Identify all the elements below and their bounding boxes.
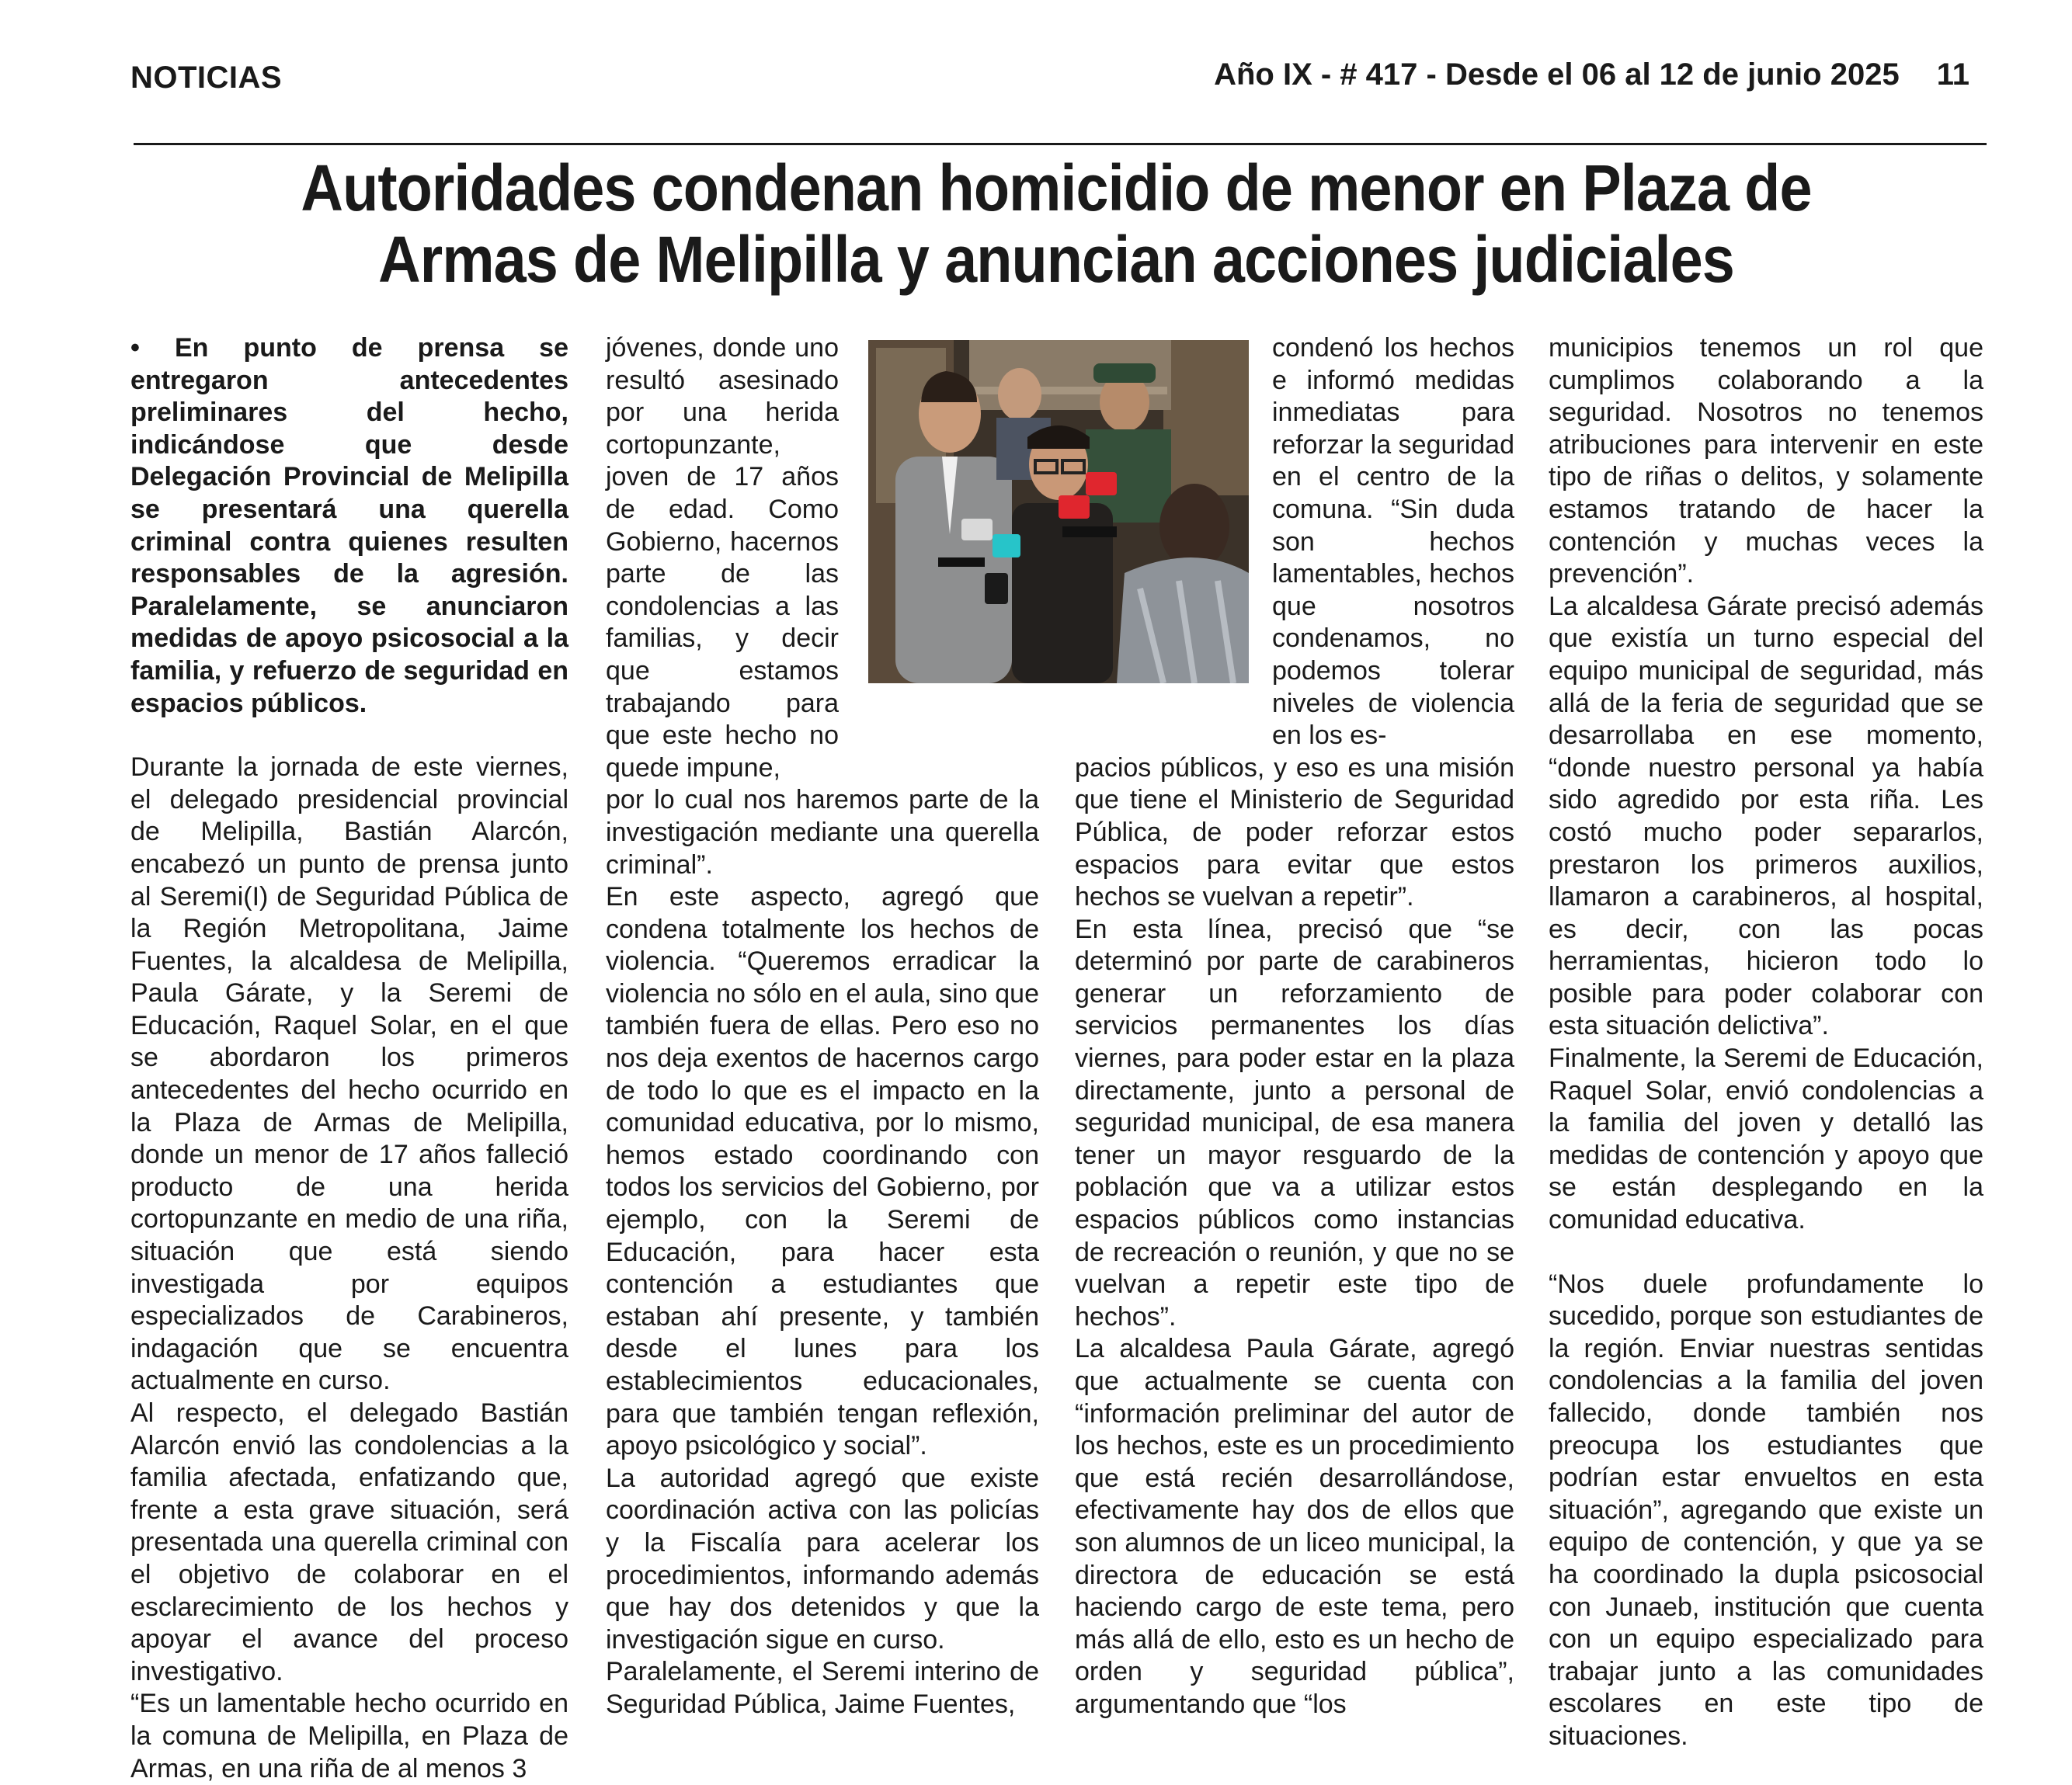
page-number: 11 (1936, 57, 1969, 92)
column-4 (1549, 332, 1983, 1753)
press-conference-photo (868, 340, 1249, 683)
lead-paragraph: • En punto de prensa se entregaron antecedentes preliminares del hecho, indicándose que desde Delegación Provincial de Melipilla se presentará una querella criminal contra quienes resulten responsables de la agresión. Paralelamente, se anunciaron medidas de apoyo psicosocial a la familia, y refuerzo de seguridad en espacios públicos. (130, 333, 568, 718)
paragraph: La autoridad agregó que existe coordinación activa con las policías y la Fiscalía para acelerar los procedimientos, informando además que hay dos detenidos y que la investigación sigue en curso. (606, 1463, 1039, 1655)
paragraph: Durante la jornada de este viernes, el delegado presidencial provincial de Melipilla, Bastián Alarcón, encabezó un punto de prensa junto al Seremi(I) de Seguridad Pública de la Región Metropolitana, Jaime Fuentes, la alcaldesa de Melipilla, Paula Gárate, y la Seremi de Educación, Raquel Solar, en el que se abordaron los primeros antecedentes del hecho ocurrido en la Plaza de Armas de Melipilla, donde un menor de 17 años falleció producto de una herida cortopunzante en medio de una riña, situación que está siendo investigada por equipos especializados de Carabineros, indagación que se encuentra actualmente en curso. (130, 752, 568, 1396)
paragraph: municipios tenemos un rol que cumplimos colaborando a la seguridad. Nosotros no tenemos atribuciones para intervenir en este tipo de riñas o delitos, y solamente estamos tratando de hacer la contención y muchas veces la prevención”. (1549, 333, 1983, 589)
paragraph: La alcaldesa Gárate precisó además que existía un turno especial del equipo municipal de seguridad, más allá de la feria de seguridad que se desarrollaba en ese momento, “donde nuestro personal ya había sido agredido por esta riña. Les costó mucho poder separarlos, prestaron los primeros auxilios, llamaron a carabineros, al hospital, es decir, con las pocas herramientas, hicieron todo lo posible para poder colaborar con esta situación delictiva”. (1549, 591, 1983, 1041)
paragraph: “Nos duele profundamente lo sucedido, porque son estudiantes de la región. Enviar nuestras sentidas condolencias a la familia del joven fallecido, donde también nos preocupa los estudiantes que podrían estar envueltos en esta situación”, agregando que existe un equipo de contención, y que ya se ha coordinado la dupla psicosocial con Junaeb, institución que cuenta con un equipo especializado para trabajar junto a las comunidades escolares en este tipo de situaciones. (1549, 1269, 1983, 1751)
paragraph: Paralelamente, el Seremi interino de Seguridad Pública, Jaime Fuentes, (606, 1657, 1039, 1719)
header-rule (134, 143, 1987, 145)
paragraph: Finalmente, la Seremi de Educación, Raquel Solar, envió condolencias a la familia del joven y detalló las medidas de contención y apoyo que se están desplegando en la comunidad educativa. (1549, 1044, 1983, 1235)
column-1 (130, 332, 568, 1785)
issue-date: Año IX - # 417 - Desde el 06 al 12 de junio 2025 (1214, 57, 1900, 92)
paragraph: por lo cual nos haremos parte de la investigación mediante una querella criminal”. (606, 785, 1039, 880)
paragraph: En esta línea, precisó que “se determinó por parte de carabineros generar un reforzamiento de servicios permanentes los días viernes, para poder estar en la plaza directamente, junto a personal de seguridad municipal, de esa manera tener un mayor resguardo de la población que va a utilizar estos espacios públicos como instancias de recreación o reunión, y que no se vuelvan a repetir este tipo de hechos”. (1075, 914, 1514, 1332)
paragraph: pacios públicos, y eso es una misión que tiene el Ministerio de Seguridad Pública, de poder reforzar estos espacios para evitar que estos hechos se vuelvan a repetir”. (1075, 752, 1514, 912)
paragraph: condenó los hechos e informó medidas inmediatas para reforzar la seguridad en el centro de la comuna. “Sin duda son hechos lamentables, hechos que nosotros condenamos, no podemos tolerar niveles de violencia en los es- (1272, 333, 1514, 751)
issue-info (1214, 57, 1969, 92)
paragraph: jóvenes, donde uno resultó asesinado por una herida cortopunzante, joven de 17 años de edad. Como Gobierno, hacernos parte de las condolencias a las familias, y decir que estamos trabajando para que este hecho no quede impune, (606, 333, 839, 783)
section-label: NOTICIAS (130, 61, 283, 95)
paragraph: “Es un lamentable hecho ocurrido en la comuna de Melipilla, en Plaza de Armas, en una riña de al menos 3 (130, 1689, 568, 1783)
paragraph: Al respecto, el delegado Bastián Alarcón envió las condolencias a la familia afectada, enfatizando que, frente a esta grave situación, será presentada una querella criminal con el objetivo de colaborar en el esclarecimiento de los hechos y apoyar el avance del proceso investigativo. (130, 1398, 568, 1686)
paragraph: En este aspecto, agregó que condena totalmente los hechos de violencia. “Queremos erradicar la violencia no sólo en el aula, sino que también fuera de ellas. Pero eso no nos deja exentos de hacernos cargo de todo lo que es el impacto en la comunidad educativa, por lo mismo, hemos estado coordinando con todos los servicios del Gobierno, por ejemplo, con la Seremi de Educación, para hacer esta contención a estudiantes que estaban ahí presente, y también desde el lunes para los establecimientos educacionales, para que también tengan reflexión, apoyo psicológico y social”. (606, 882, 1039, 1461)
headline: Autoridades condenan homicidio de menor en Plaza de Armas de Melipilla y anuncian acciones judiciales (301, 151, 1812, 296)
paragraph: La alcaldesa Paula Gárate, agregó que actualmente se cuenta con “información preliminar del autor de los hechos, este es un procedimiento que está recién desarrollándose, efectivamente hay dos de ellos que son alumnos de un liceo municipal, la directora de educación se está haciendo cargo de este tema, pero más allá de ello, esto es un hecho de orden y seguridad pública”, argumentando que “los (1075, 1334, 1514, 1719)
